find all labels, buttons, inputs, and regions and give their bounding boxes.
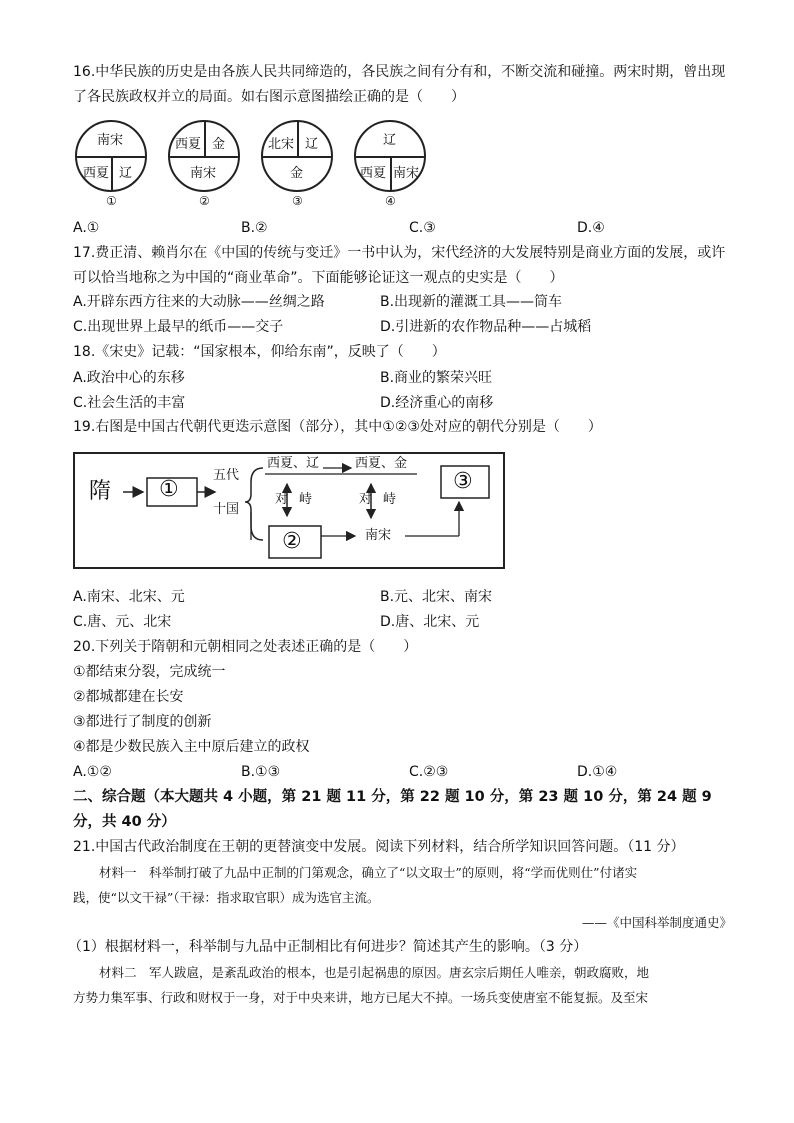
q20-item-4: ④都是少数民族入主中原后建立的政权 bbox=[73, 739, 310, 755]
circle1-right-label: 辽 bbox=[119, 166, 133, 181]
q19-option-c[interactable]: C.唐、元、北宋 bbox=[73, 614, 172, 630]
q16-option-c[interactable]: C.③ bbox=[409, 220, 436, 236]
q21-sub-question-1: （1）根据材料一，科举制与九品中正制相比有何进步？简述其产生的影响。（3 分） bbox=[68, 939, 588, 955]
q16-line2: 了各民族政权并立的局面。如右图示意图描绘正确的是（ ） bbox=[73, 89, 465, 105]
q20-item-3: ③都进行了制度的创新 bbox=[73, 714, 212, 730]
q16-circle-diagrams bbox=[73, 118, 433, 210]
q20-option-a[interactable]: A.①② bbox=[73, 764, 112, 780]
q18-option-c[interactable]: C.社会生活的丰富 bbox=[73, 395, 186, 411]
circle4-number: ④ bbox=[385, 194, 396, 208]
q17-line2: 可以恰当地称之为中国的“商业革命”。下面能够论证这一观点的史实是（ ） bbox=[73, 270, 564, 286]
q20-item-2: ②都城都建在长安 bbox=[73, 689, 184, 705]
top-right-regimes-label: 西夏、金 bbox=[355, 456, 408, 471]
q20-item-1: ①都结束分裂，完成统一 bbox=[73, 664, 226, 680]
circle3-number: ③ bbox=[292, 194, 303, 208]
q17-option-d[interactable]: D.引进新的农作物品种——占城稻 bbox=[380, 319, 592, 335]
dynasty-succession-diagram bbox=[73, 452, 505, 569]
q20-option-d[interactable]: D.①④ bbox=[577, 764, 618, 780]
wudai-label: 五代 bbox=[213, 468, 240, 483]
circle2-bottom-label: 南宋 bbox=[190, 166, 217, 181]
circle4-top-label: 辽 bbox=[383, 133, 397, 148]
q21-material2-line2: 方势力集军事、行政和财权于一身，对于中央来讲，地方已尾大不掉。一场兵变使唐室不能复振。及至宋 bbox=[73, 990, 649, 1005]
circle1-top-label: 南宋 bbox=[97, 133, 124, 148]
confront-left-char1: 对 bbox=[275, 492, 289, 507]
circle1-left-label: 西夏 bbox=[83, 166, 110, 181]
shiguo-label: 十国 bbox=[213, 502, 240, 517]
top-left-regimes-label: 西夏、辽 bbox=[267, 456, 320, 471]
q16-option-d[interactable]: D.④ bbox=[577, 220, 605, 236]
confront-right-char1: 对 bbox=[359, 492, 373, 507]
circle-diagram-3 bbox=[261, 120, 333, 192]
q18-option-d[interactable]: D.经济重心的南移 bbox=[380, 395, 494, 411]
q19-option-b[interactable]: B.元、北宋、南宋 bbox=[380, 589, 493, 605]
q19-line1: 19.右图是中国古代朝代更迭示意图（部分），其中①②③处对应的朝代分别是（ ） bbox=[73, 419, 602, 435]
q21-material2-line1: 材料二 军人跋扈，是紊乱政治的根本，也是引起祸患的原因。唐玄宗后期任人唯亲，朝政腐败，地 bbox=[99, 965, 650, 980]
circle4-left-label: 西夏 bbox=[360, 166, 387, 181]
q16-option-a[interactable]: A.① bbox=[73, 220, 100, 236]
circle1-number: ① bbox=[106, 194, 117, 208]
q21-material1-line1: 材料一 科举制打破了九品中正制的门第观念，确立了“以文取士”的原则，将“学而优则仕”付诸实 bbox=[99, 865, 638, 880]
confront-left-char2: 峙 bbox=[299, 492, 313, 507]
q17-line1: 17.费正清、赖肖尔在《中国的传统与变迁》一书中认为，宋代经济的大发展特别是商业方面的发展，或许 bbox=[73, 245, 726, 261]
circle2-right-top-label: 金 bbox=[212, 137, 226, 152]
q19-option-d[interactable]: D.唐、北宋、元 bbox=[380, 614, 480, 630]
q20-line1: 20.下列关于隋朝和元朝相同之处表述正确的是（ ） bbox=[73, 639, 418, 655]
q18-option-b[interactable]: B.商业的繁荣兴旺 bbox=[380, 370, 493, 386]
circle-diagram-4 bbox=[354, 120, 426, 192]
q17-option-a[interactable]: A.开辟东西方往来的大动脉——丝绸之路 bbox=[73, 294, 325, 310]
circle-diagram-2 bbox=[168, 120, 240, 192]
q19-option-a[interactable]: A.南宋、北宋、元 bbox=[73, 589, 185, 605]
circle3-left-top-label: 北宋 bbox=[268, 137, 295, 152]
circle-diagram-1 bbox=[75, 120, 147, 192]
section2-heading-line1: 二、综合题（本大题共 4 小题，第 21 题 11 分，第 22 题 10 分，第 23 题 10 分，第 24 题 9 bbox=[73, 789, 712, 805]
box1-label: ① bbox=[159, 477, 179, 502]
circle3-bottom-label: 金 bbox=[290, 166, 304, 181]
q20-option-c[interactable]: C.②③ bbox=[409, 764, 449, 780]
box3-label: ③ bbox=[453, 469, 473, 494]
circle4-right-label: 南宋 bbox=[393, 166, 420, 181]
q20-option-b[interactable]: B.①③ bbox=[241, 764, 281, 780]
box2-label: ② bbox=[282, 529, 302, 554]
circle3-right-top-label: 辽 bbox=[305, 137, 319, 152]
q21-material1-source: ——《中国科举制度通史》 bbox=[582, 915, 733, 930]
q16-option-b[interactable]: B.② bbox=[241, 220, 268, 236]
circle2-left-top-label: 西夏 bbox=[175, 137, 202, 152]
q18-option-a[interactable]: A.政治中心的东移 bbox=[73, 370, 185, 386]
circle2-number: ② bbox=[199, 194, 210, 208]
q21-line1: 21.中国古代政治制度在王朝的更替演变中发展。阅读下列材料，结合所学知识回答问题。（11 分） bbox=[73, 839, 685, 855]
q17-option-b[interactable]: B.出现新的灌溉工具——筒车 bbox=[380, 294, 563, 310]
q16-line1: 16.中华民族的历史是由各族人民共同缔造的，各民族之间有分有和，不断交流和碰撞。两宋时期，曾出现 bbox=[73, 64, 726, 80]
q17-option-c[interactable]: C.出现世界上最早的纸币——交子 bbox=[73, 319, 284, 335]
q21-material1-line2: 践，使“以文干禄”（干禄：指求取官职）成为选官主流。 bbox=[73, 890, 380, 905]
sui-label: 隋 bbox=[89, 479, 112, 504]
confront-right-char2: 峙 bbox=[383, 492, 397, 507]
section2-heading-line2: 分，共 40 分） bbox=[73, 814, 176, 830]
q18-line1: 18.《宋史》记载：“国家根本，仰给东南”，反映了（ ） bbox=[73, 344, 446, 360]
nansong-label: 南宋 bbox=[365, 528, 392, 543]
